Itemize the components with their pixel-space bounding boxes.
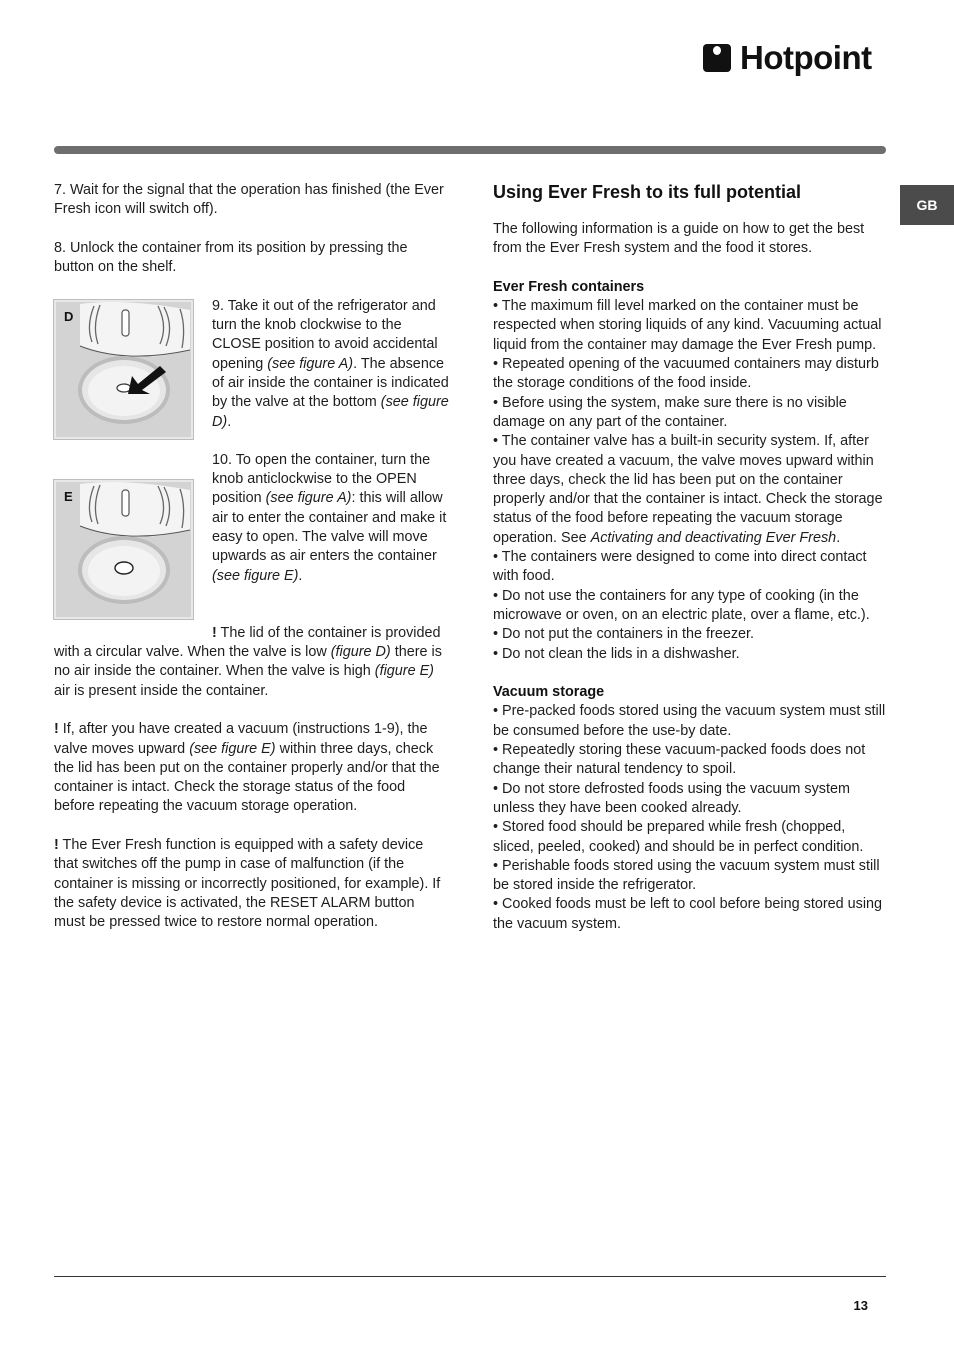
note-vacuum-text-2: within three days, check the lid has been put on the container properly and/or that the container is intact. Check the storage status of the food before repeating the vacuum storage operation. [54, 740, 440, 815]
step-10-block [54, 451, 448, 624]
brand-logo-icon [703, 44, 731, 72]
container-bullet: • Repeated opening of the vacuumed containers may disturb the storage conditions of the food inside. [493, 356, 879, 392]
container-bullet-text: • The container valve has a built-in security system. If, after you have created a vacuum, the valve moves upward within three days, check the lid has been put on the container properly and/or that the container is intact. Check the storage status of the food before repeating the vacuum storage operation. See [493, 433, 883, 546]
container-bullet: • The maximum fill level marked on the container must be respected when storing liquids of any kind. Vacuuming actual liquid from the container may damage the Ever Fresh pump. [493, 298, 882, 353]
vacuum-bullet: • Cooked foods must be left to cool before being stored using the vacuum system. [493, 896, 883, 932]
note-valve-ref-e: (figure E) [374, 663, 434, 680]
container-bullet: • Before using the system, make sure there is no visible damage on any part of the container. [493, 394, 847, 430]
container-bullet: • The containers were designed to come into direct contact with food. [493, 549, 867, 585]
intro-paragraph: The following information is a guide on how to get the best from the Ever Fresh system and the food it stores. [493, 221, 865, 257]
step-8: 8. Unlock the container from its position by pressing the button on the shelf. [54, 239, 408, 276]
container-bullet: • Do not use the containers for any type of cooking (in the microwave or oven, on an electric plate, over a flame, etc.). [493, 587, 870, 623]
step-9-text-3: . [227, 413, 232, 430]
note-valve-ref-d: (figure D) [330, 644, 391, 661]
container-bullet: • Do not clean the lids in a dishwasher. [493, 645, 740, 662]
exclamation-icon: ! [212, 624, 217, 641]
brand-logo [703, 40, 872, 76]
language-tab: GB [900, 185, 954, 225]
exclamation-icon: ! [54, 837, 59, 854]
figure-e-illustration [56, 482, 191, 617]
step-9 [212, 297, 450, 432]
right-column [493, 181, 886, 934]
exclamation-icon: ! [54, 721, 59, 738]
section-title: Using Ever Fresh to its full potential [493, 182, 802, 202]
left-column [54, 181, 448, 952]
step-10-ref-e: (see figure E) [212, 567, 299, 584]
page-number: 13 [853, 1298, 868, 1313]
step-9-text-2: . The absence of air inside the container is indicated by the valve at the bottom [212, 355, 449, 411]
step-9-ref-d: (see figure D) [212, 394, 449, 430]
containers-heading: Ever Fresh containers [493, 278, 645, 295]
step-10-text: 10. To open the container, turn the knob anticlockwise to the OPEN position [212, 451, 431, 507]
note-valve-text-3: air is present inside the container. [54, 682, 269, 699]
step-9-ref-a: (see figure A) [267, 355, 354, 372]
footer-divider [54, 1276, 886, 1277]
note-vacuum-text: If, after you have created a vacuum (instructions 1-9), the valve moves upward [54, 721, 428, 757]
container-bullet: • Do not put the containers in the freezer. [493, 626, 755, 643]
note-vacuum-ref-e: (see figure E) [189, 740, 276, 757]
figure-d-label: D [64, 308, 74, 324]
step-9-text: 9. Take it out of the refrigerator and turn the knob clockwise to the CLOSE position to avoid accidental opening [212, 297, 438, 372]
vacuum-bullet: • Repeatedly storing these vacuum-packed foods does not change their natural tendency to spoil. [493, 742, 866, 778]
container-bullet [493, 432, 886, 548]
vacuum-heading: Vacuum storage [493, 684, 605, 701]
container-bullet-end: . [836, 529, 841, 546]
note-safety-device [54, 836, 448, 932]
container-bullet-ref: Activating and deactivating Ever Fresh [590, 529, 837, 546]
step-10-ref-a: (see figure A) [265, 490, 352, 507]
vacuum-bullet: • Pre-packed foods stored using the vacuum system must still be consumed before the use-by date. [493, 703, 886, 739]
header-divider [54, 146, 886, 154]
step-10-text-3: . [298, 567, 303, 584]
figure-e [54, 480, 193, 619]
figure-e-label: E [64, 488, 73, 504]
vacuum-bullet: • Perishable foods stored using the vacuum system must still be stored inside the refrigerator. [493, 857, 880, 894]
note-valve-text: The lid of the container is provided with a circular valve. When the valve is low [54, 624, 441, 661]
vacuum-bullet: • Do not store defrosted foods using the vacuum system unless they have been cooked already. [493, 780, 850, 816]
step-7: 7. Wait for the signal that the operation has finished (the Ever Fresh icon will switch off). [54, 182, 444, 218]
step-10 [212, 451, 450, 586]
note-safety-text: The Ever Fresh function is equipped with a safety device that switches off the pump in case of malfunction (if the container is missing or incorrectly positioned, for example). If the safety device is activated, the RESET ALARM button must be pressed twice to restore normal operation. [54, 837, 441, 931]
figure-d-illustration [56, 302, 191, 437]
brand-name: Hotpoint [740, 39, 872, 76]
vacuum-bullet: • Stored food should be prepared while fresh (chopped, sliced, peeled, cooked) and should be in perfect condition. [493, 819, 864, 855]
step-9-block [54, 297, 448, 451]
note-valve [54, 624, 448, 701]
step-10-text-2: : this will allow air to enter the container and make it easy to open. The valve will move upwards as air enters the container [212, 490, 447, 565]
note-valve-text-2: there is no air inside the container. When the valve is high [54, 644, 442, 680]
note-vacuum-check [54, 720, 448, 816]
figure-d [54, 300, 193, 439]
